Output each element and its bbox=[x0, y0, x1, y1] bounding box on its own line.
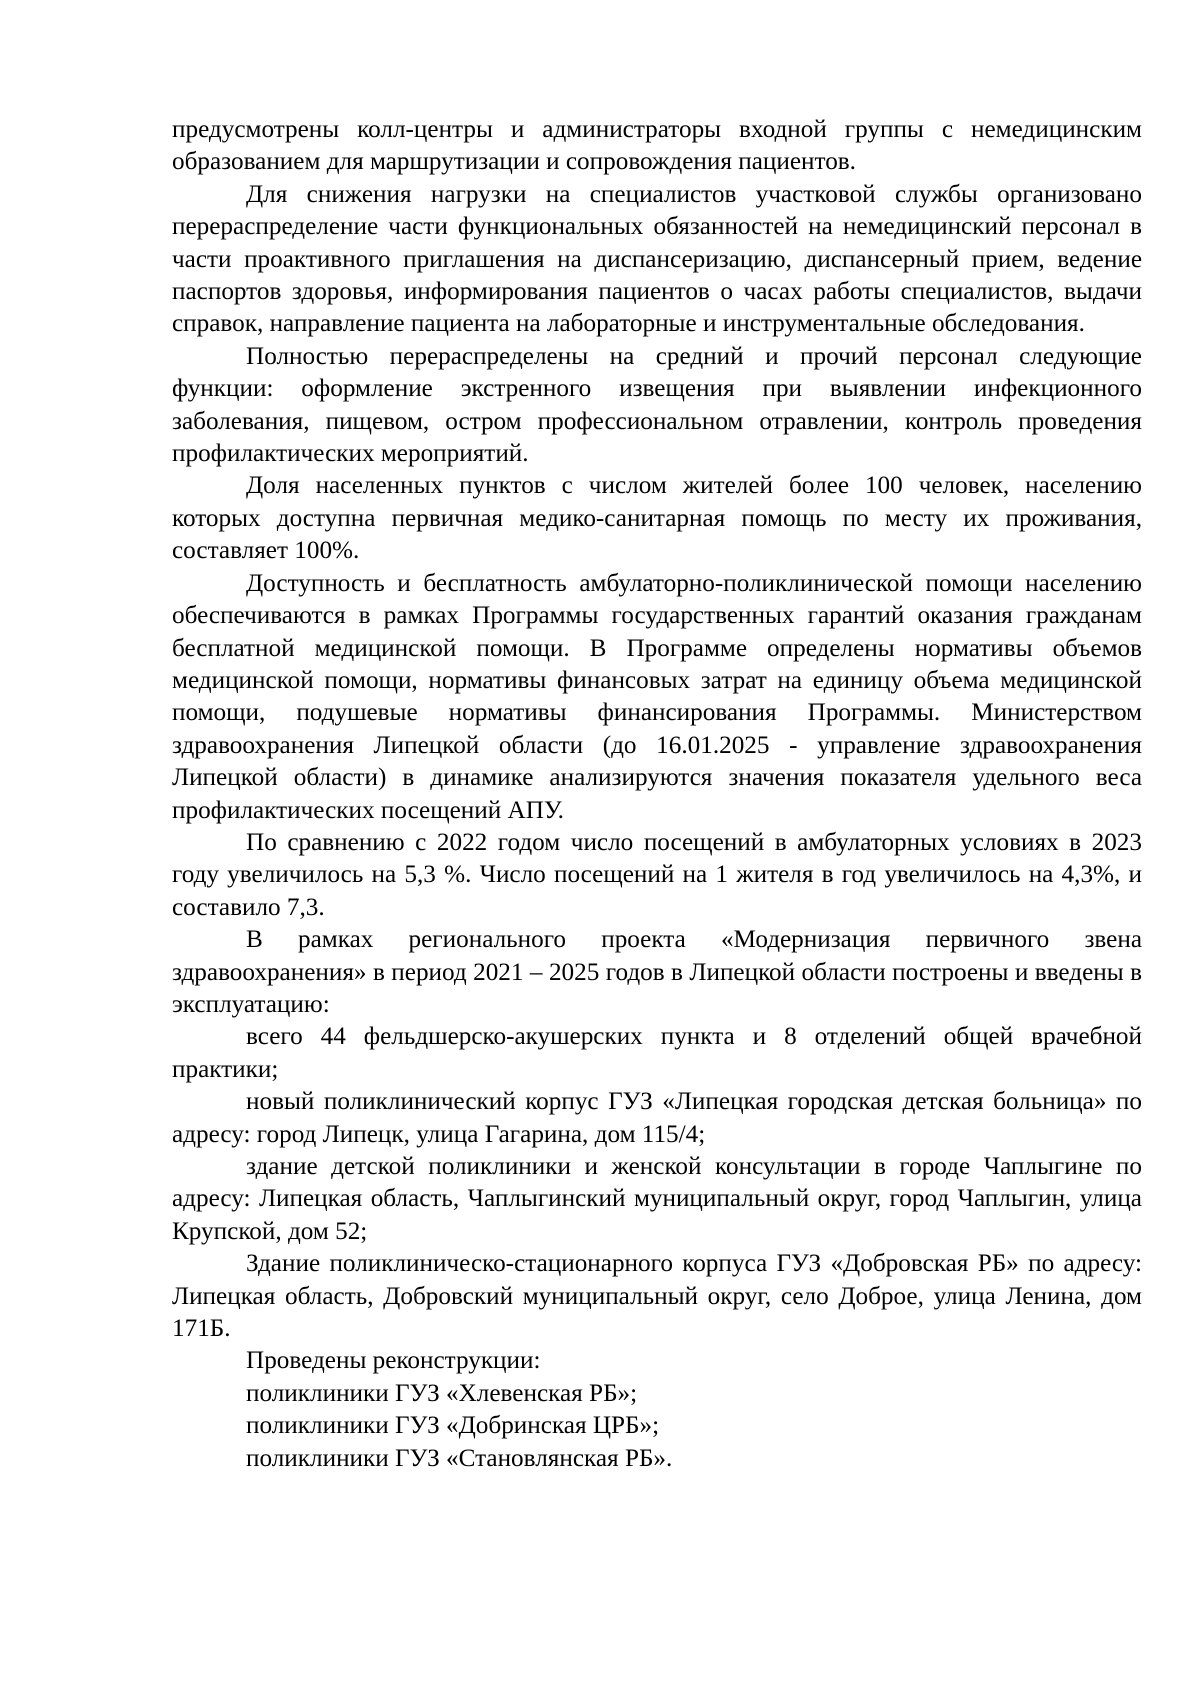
reconstruction-item: поликлиники ГУЗ «Становлянская РБ». bbox=[246, 1444, 673, 1472]
paragraph-accessibility: Доступность и бесплатность амбулаторно-поликлинической помощи населению обеспечиваются в рамках Программы государственных гарантий оказания гражданам бесплатной медицинской помощи. В Программе определены нормативы объемов медицинской помощи, нормативы финансовых затрат на единицу объема медицинской помощи, подушевые нормативы финансирования Программы. Министерством здравоохранения Липецкой области (до 16.01.2025 - управление здравоохранения Липецкой области) в динамике анализируются значения показателя удельного веса профилактических посещений АПУ. bbox=[172, 569, 1142, 824]
paragraph-visits-comparison: По сравнению с 2022 годом число посещений в амбулаторных условиях в 2023 году увеличилось на 5,3 %. Число посещений на 1 жителя в год увеличилось на 4,3%, и составило 7,3. bbox=[172, 828, 1142, 921]
paragraph-settlements-share: Доля населенных пунктов с числом жителей более 100 человек, населению которых доступна первичная медико-санитарная помощь по месту их проживания, составляет 100%. bbox=[172, 472, 1142, 565]
reconstruction-item: поликлиники ГУЗ «Добринская ЦРБ»; bbox=[246, 1412, 660, 1440]
paragraph-fap-total: всего 44 фельдшерско-акушерских пункта и 8 отделений общей врачебной практики; bbox=[172, 1023, 1142, 1083]
reconstruction-heading: Проведены реконструкции: bbox=[246, 1347, 541, 1375]
paragraph-chaplygin-building: здание детской поликлиники и женской консультации в городе Чаплыгине по адресу: Липецкая область, Чаплыгинский муниципальный округ, город Чаплыгин, улица Крупской, дом 52; bbox=[172, 1153, 1142, 1245]
paragraph-call-centers: предусмотрены колл-центры и администраторы входной группы с немедицинским образованием для маршрутизации и сопровождения пациентов. bbox=[172, 116, 1142, 176]
document-body bbox=[172, 114, 1142, 1475]
reconstruction-item: поликлиники ГУЗ «Хлевенская РБ»; bbox=[246, 1379, 638, 1407]
paragraph-functions-redistributed: Полностью перераспределены на средний и прочий персонал следующие функции: оформление экстренного извещения при выявлении инфекционного заболевания, пищевом, остром профессиональном отравлении, контроль проведения профилактических мероприятий. bbox=[172, 342, 1142, 468]
paragraph-regional-project: В рамках регионального проекта «Модернизация первичного звена здравоохранения» в период 2021 – 2025 годов в Липецкой области построены и введены в эксплуатацию: bbox=[172, 926, 1142, 1018]
paragraph-dobrovskaya-building: Здание поликлиническо-стационарного корпуса ГУЗ «Добровская РБ» по адресу: Липецкая область, Добровский муниципальный округ, село Доброе, улица Ленина, дом 171Б. bbox=[172, 1250, 1142, 1343]
paragraph-workload-redistribution: Для снижения нагрузки на специалистов участковой службы организовано перераспределение части функциональных обязанностей на немедицинский персонал в части проактивного приглашения на диспансеризацию, диспансерный прием, ведение паспортов здоровья, информирования пациентов о часах работы специалистов, выдачи справок, направление пациента на лабораторные и инструментальные обследования. bbox=[172, 180, 1142, 338]
paragraph-new-polyclinic: новый поликлинический корпус ГУЗ «Липецкая городская детская больница» по адресу: город Липецк, улица Гагарина, дом 115/4; bbox=[172, 1088, 1142, 1148]
